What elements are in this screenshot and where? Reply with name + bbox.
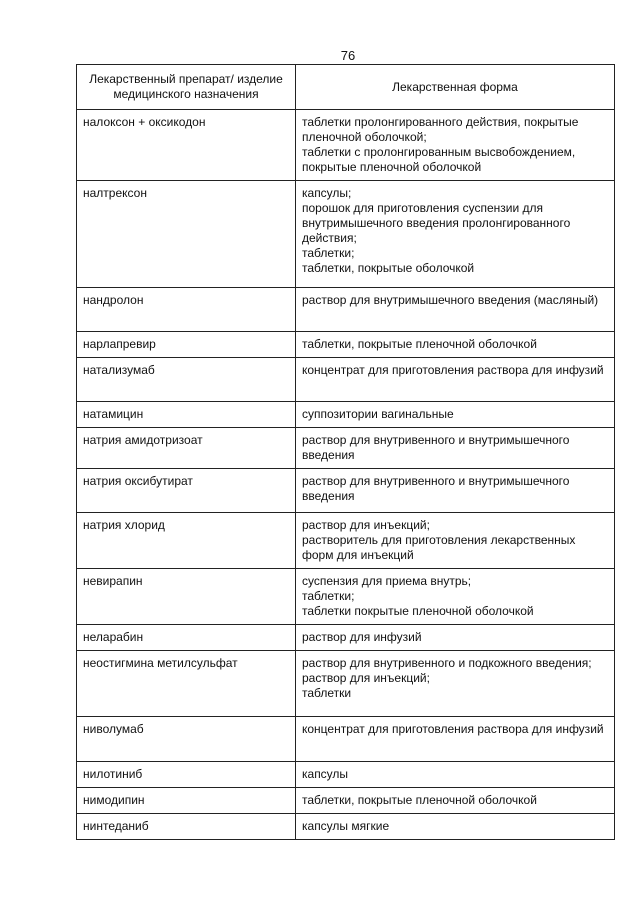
table-row [77,402,615,428]
drug-name-cell: нандролон [77,288,296,332]
dosage-form-line: таблетки, покрытые оболочкой [302,261,475,275]
table-row [77,110,615,181]
dosage-form-cell [296,513,615,569]
dosage-form-line: раствор для инъекций; [302,671,430,685]
dosage-form-cell [296,358,615,402]
dosage-form-line: таблетки [302,686,352,700]
dosage-form-line: раствор для внутримышечного введения (масляный) [302,293,599,307]
drug-table [76,64,615,840]
dosage-form-line: суппозитории вагинальные [302,407,454,421]
dosage-form-cell [296,428,615,469]
table-row [77,788,615,814]
dosage-form-line: раствор для внутривенного и внутримышечного введения [302,433,570,462]
dosage-form-cell [296,110,615,181]
table-row [77,625,615,651]
table-row [77,569,615,625]
table-row [77,288,615,332]
dosage-form-line: таблетки покрытые пленочной оболочкой [302,604,534,618]
dosage-form-line: суспензия для приема внутрь; [302,574,472,588]
table-row [77,358,615,402]
dosage-form-line: таблетки с пролонгированным высвобождением, покрытые пленочной оболочкой [302,145,576,174]
table-row [77,814,615,840]
dosage-form-cell [296,625,615,651]
dosage-form-cell [296,569,615,625]
dosage-form-line: порошок для приготовления суспензии для внутримышечного введения пролонгированного действия; [302,201,571,245]
dosage-form-line: капсулы [302,767,349,781]
dosage-form-line: таблетки пролонгированного действия, покрытые пленочной оболочкой; [302,115,579,144]
table-row [77,428,615,469]
table-row [77,181,615,288]
dosage-form-cell [296,332,615,358]
dosage-form-line: раствор для внутривенного и внутримышечного введения [302,474,570,503]
table-row [77,513,615,569]
dosage-form-cell [296,181,615,288]
dosage-form-line: растворитель для приготовления лекарственных форм для инъекций [302,533,576,562]
dosage-form-cell [296,469,615,513]
drug-name-cell: натализумаб [77,358,296,402]
drug-name-cell: натамицин [77,402,296,428]
dosage-form-line: таблетки; [302,246,355,260]
dosage-form-cell [296,762,615,788]
column-header-form: Лекарственная форма [296,65,615,110]
table-row [77,762,615,788]
drug-name-cell: налтрексон [77,181,296,288]
table-header-row [77,65,615,110]
dosage-form-line: раствор для инфузий [302,630,422,644]
dosage-form-line: раствор для внутривенного и подкожного введения; [302,656,592,670]
dosage-form-cell [296,651,615,717]
column-header-drug: Лекарственный препарат/ изделие медицинского назначения [77,65,296,110]
table-row [77,469,615,513]
table-row [77,717,615,762]
drug-name-cell: натрия оксибутират [77,469,296,513]
dosage-form-line: таблетки, покрытые пленочной оболочкой [302,793,537,807]
table-row [77,651,615,717]
dosage-form-cell [296,717,615,762]
dosage-form-line: концентрат для приготовления раствора для инфузий [302,363,604,377]
drug-name-cell: невирапин [77,569,296,625]
drug-name-cell: нарлапревир [77,332,296,358]
drug-name-cell: налоксон + оксикодон [77,110,296,181]
dosage-form-cell [296,288,615,332]
dosage-form-cell [296,402,615,428]
dosage-form-line: концентрат для приготовления раствора для инфузий [302,722,604,736]
drug-name-cell: нилотиниб [77,762,296,788]
drug-name-cell: неостигмина метилсульфат [77,651,296,717]
table-body [77,110,615,840]
dosage-form-cell [296,788,615,814]
drug-name-cell: неларабин [77,625,296,651]
dosage-form-line: капсулы мягкие [302,819,390,833]
drug-name-cell: ниволумаб [77,717,296,762]
dosage-form-line: таблетки; [302,589,355,603]
page-number: 76 [340,48,356,63]
drug-name-cell: натрия хлорид [77,513,296,569]
drug-name-cell: нимодипин [77,788,296,814]
drug-name-cell: натрия амидотризоат [77,428,296,469]
dosage-form-line: раствор для инъекций; [302,518,430,532]
dosage-form-line: таблетки, покрытые пленочной оболочкой [302,337,537,351]
dosage-form-line: капсулы; [302,186,352,200]
drug-name-cell: нинтеданиб [77,814,296,840]
table-row [77,332,615,358]
dosage-form-cell [296,814,615,840]
